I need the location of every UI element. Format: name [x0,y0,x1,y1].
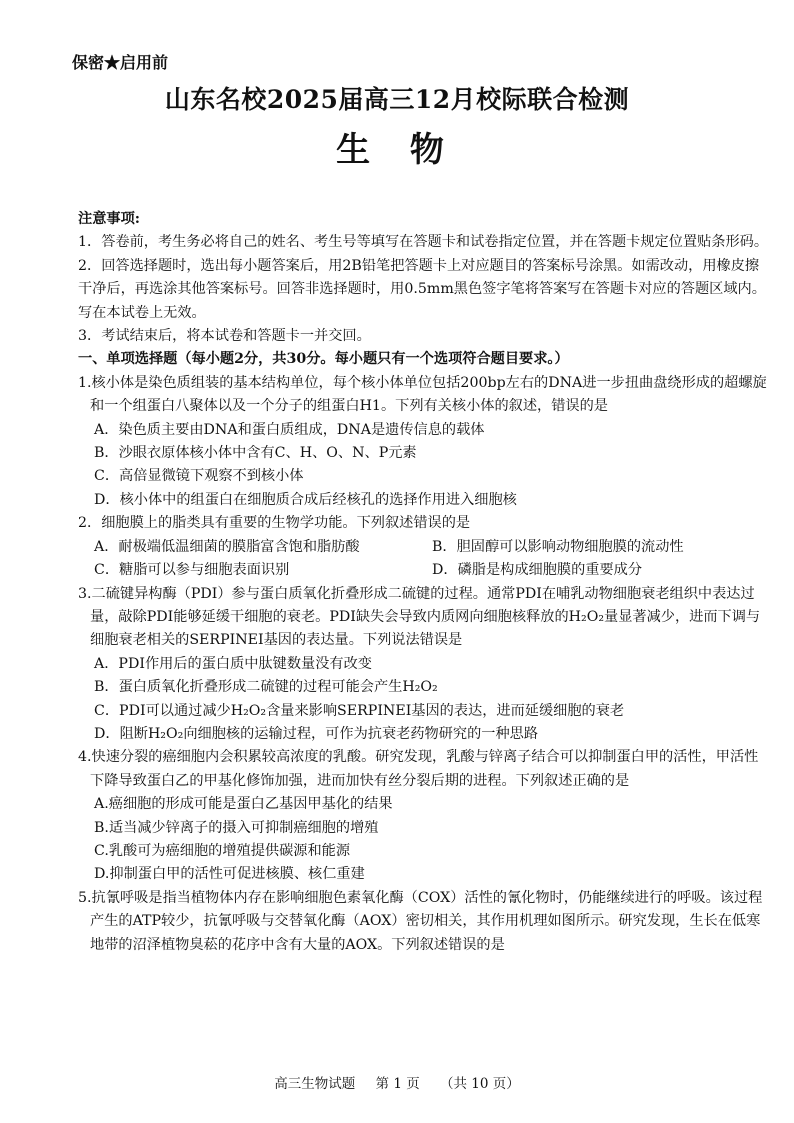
question-1-option-c: C．高倍显微镜下观察不到核小体 [94,468,304,485]
question-3-stem: 3.二硫键异构酶（PDI）参与蛋白质氧化折叠形成二硫键的过程。通常PDI在哺乳动物细胞衰老组织中表达过量，敲除PDI能够延缓干细胞的衰老。PDI缺失会导致内质网向细胞核释放的H₂O₂量显著减少，进而下调与细胞衰老相关的SERPINEI基因的表达量。下列说法错误是 [78,585,761,649]
question-2-options-row-1 [78,536,770,559]
question-2-option-a: A．耐极端低温细菌的膜脂富含饱和脂肪酸 [94,538,360,555]
footer-total-pages: （共 10 页） [440,1076,520,1092]
question-3-option-b: B．蛋白质氧化折叠形成二硫键的过程可能会产生H₂O₂ [94,679,438,696]
question-3-option-a: A．PDI作用后的蛋白质中肽键数量没有改变 [94,655,372,672]
question-4-option-b: B.适当减少锌离子的摄入可抑制癌细胞的增殖 [94,819,379,836]
question-2-option-c: C．糖脂可以参与细胞表面识别 [94,562,290,579]
notice-title: 注意事项: [78,211,140,227]
exam-body [78,208,770,957]
question-4-option-d: D.抑制蛋白甲的活性可促进核膜、核仁重建 [94,866,365,883]
page-footer [0,1072,794,1092]
notice-item-2: 2．回答选择题时，选出每小题答案后，用2B铅笔把答题卡上对应题目的答案标号涂黑。如需改动，用橡皮擦干净后，再选涂其他答案标号。回答非选择题时，用0.5mm黑色签字笔将答案写在答题卡对应的答题区域内。写在本试卷上无效。 [78,257,766,321]
exam-title: 山东名校2025届高三12月校际联合检测 [164,85,630,114]
section-heading: 一、单项选择题（每小题2分，共30分。每小题只有一个选项符合题目要求。） [78,351,569,368]
question-2-options-row-2 [78,559,770,582]
question-4-option-a: A.癌细胞的形成可能是蛋白乙基因甲基化的结果 [94,796,393,813]
question-2-stem: 2．细胞膜上的脂类具有重要的生物学功能。下列叙述错误的是 [78,515,471,532]
footer-subject: 高三生物试题 [274,1076,356,1092]
question-4-stem: 4.快速分裂的癌细胞内会积累较高浓度的乳酸。研究发现，乳酸与锌离子结合可以抑制蛋白甲的活性，甲活性下降导致蛋白乙的甲基化修饰加强，进而加快有丝分裂后期的进程。下列叙述正确的是 [78,749,759,789]
notice-item-1: 1．答卷前，考生务必将自己的姓名、考生号等填写在答题卡和试卷指定位置，并在答题卡规定位置贴条形码。 [78,234,769,251]
question-2-option-d: D．磷脂是构成细胞膜的重要成分 [432,562,643,579]
notice-item-3: 3．考试结束后，将本试卷和答题卡一并交回。 [78,328,371,345]
question-3-option-d: D．阻断H₂O₂向细胞核的运输过程，可作为抗衰老药物研究的一种思路 [94,725,539,742]
subject-title: 生 物 [336,130,458,170]
confidential-label: 保密★启用前 [72,53,169,72]
footer-page-number: 第 1 页 [375,1076,420,1092]
question-1-option-b: B．沙眼衣原体核小体中含有C、H、O、N、P元素 [94,445,417,462]
question-1-option-a: A．染色质主要由DNA和蛋白质组成，DNA是遗传信息的载体 [94,421,485,438]
question-4-option-c: C.乳酸可为癌细胞的增殖提供碳源和能源 [94,842,351,859]
question-1-option-d: D．核小体中的组蛋白在细胞质合成后经核孔的选择作用进入细胞核 [94,491,517,508]
question-5-stem: 5.抗氰呼吸是指当植物体内存在影响细胞色素氧化酶（COX）活性的氰化物时，仍能继续进行的呼吸。该过程产生的ATP较少，抗氰呼吸与交替氧化酶（AOX）密切相关，其作用机理如图所示。研究发现，生长在低寒地带的沼泽植物臭菘的花序中含有大量的AOX。下列叙述错误的是 [78,889,763,953]
question-3-option-c: C．PDI可以通过减少H₂O₂含量来影响SERPINEI基因的表达，进而延缓细胞的衰老 [94,702,625,719]
question-1-stem: 1.核小体是染色质组装的基本结构单位，每个核小体单位包括200bp左右的DNA进一步扭曲盘绕形成的超螺旋和一个组蛋白八聚体以及一个分子的组蛋白H1。下列有关核小体的叙述，错误的是 [78,374,767,415]
question-2-option-b: B．胆固醇可以影响动物细胞膜的流动性 [432,538,684,555]
